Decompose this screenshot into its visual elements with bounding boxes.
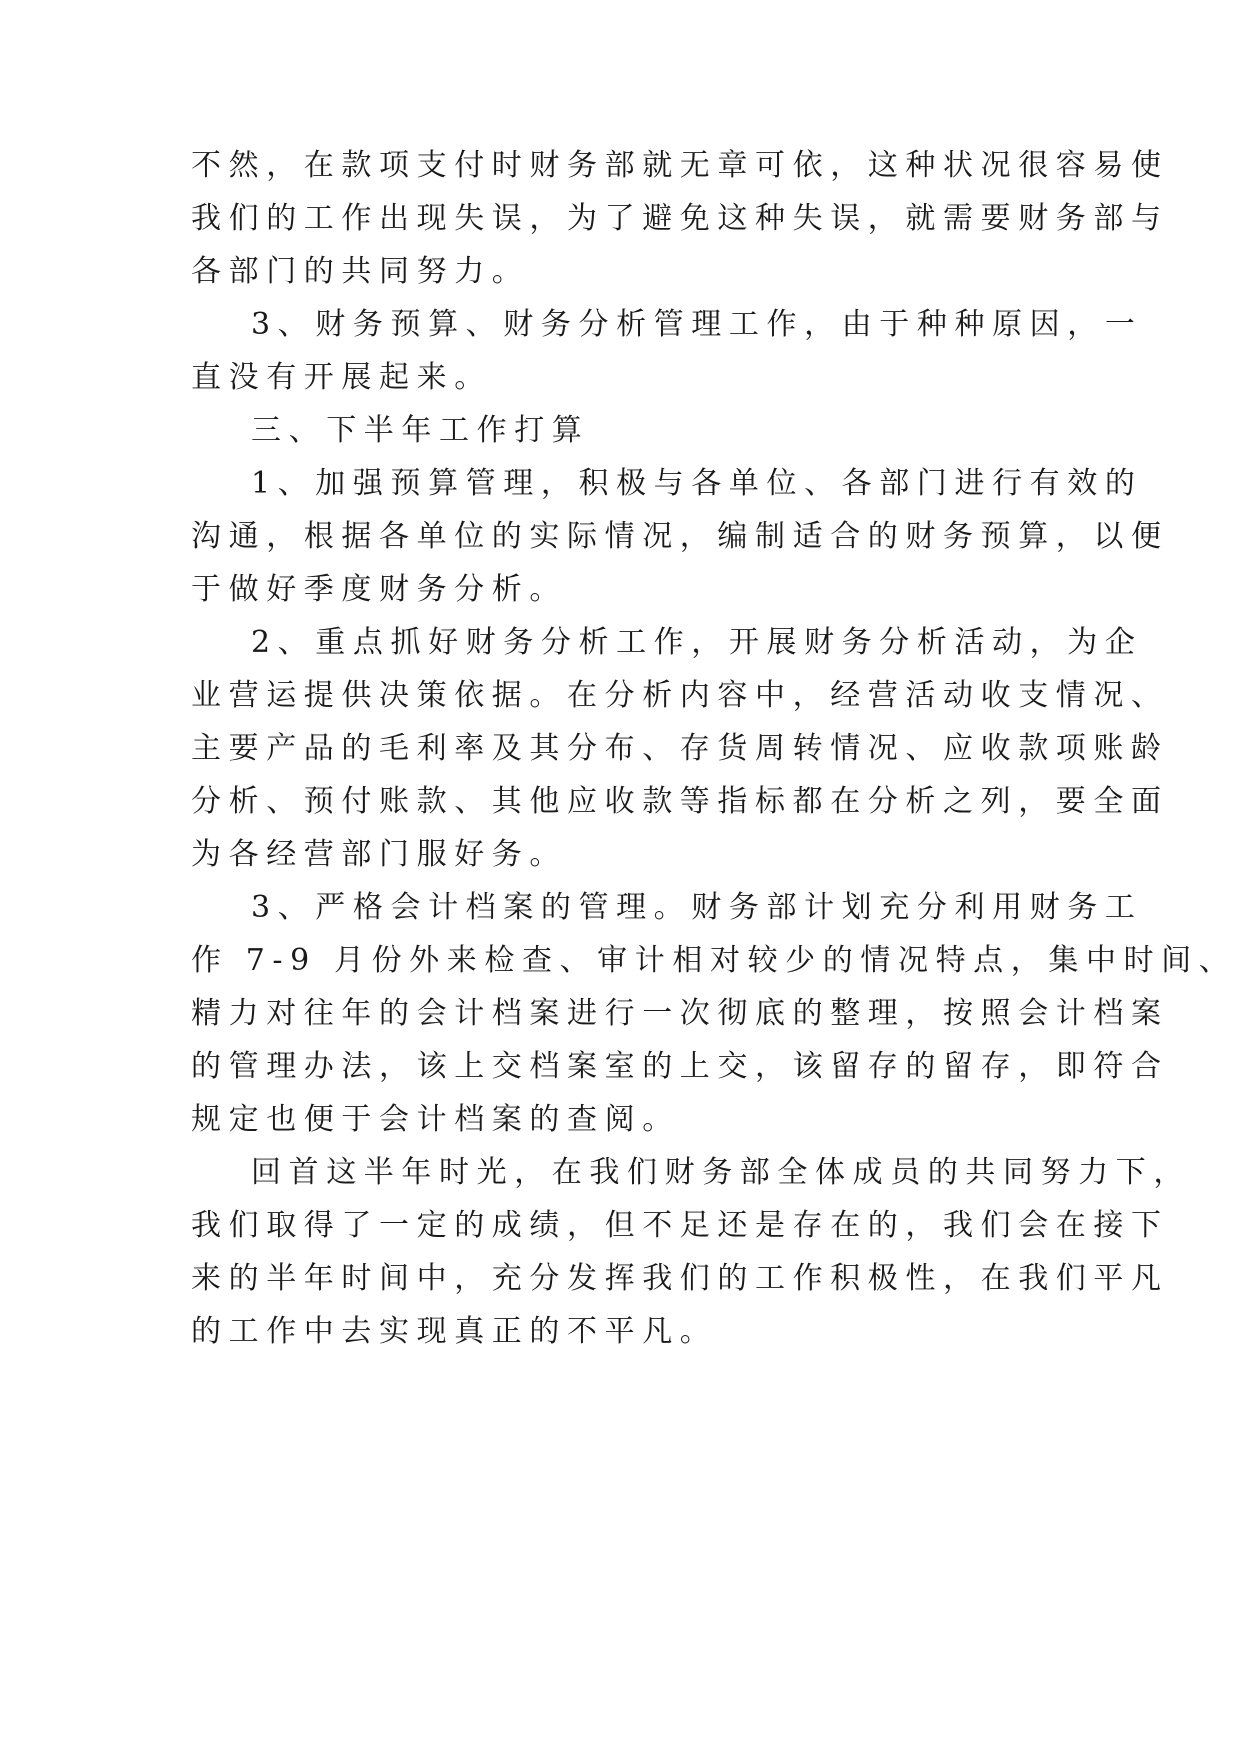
text-line: 2、重点抓好财务分析工作，开展财务分析活动，为企 bbox=[251, 625, 1143, 660]
text-line: 主要产品的毛利率及其分布、存货周转情况、应收款项账龄 bbox=[191, 731, 1169, 766]
text-line: 来的半年时间中，充分发挥我们的工作积极性，在我们平凡 bbox=[191, 1261, 1169, 1296]
text-line: 规定也便于会计档案的查阅。 bbox=[191, 1102, 680, 1137]
text-line: 沟通，根据各单位的实际情况，编制适合的财务预算，以便 bbox=[191, 519, 1169, 554]
text-line: 作 7-9 月份外来检查、审计相对较少的情况特点，集中时间、 bbox=[191, 943, 1237, 978]
text-line: 的管理办法，该上交档案室的上交，该留存的留存，即符合 bbox=[191, 1049, 1169, 1084]
text-line: 于做好季度财务分析。 bbox=[191, 572, 567, 607]
text-line: 分析、预付账款、其他应收款等指标都在分析之列，要全面 bbox=[191, 784, 1169, 819]
text-line: 为各经营部门服好务。 bbox=[191, 837, 567, 872]
text-line: 各部门的共同努力。 bbox=[191, 254, 530, 289]
text-line: 的工作中去实现真正的不平凡。 bbox=[191, 1314, 718, 1349]
text-line: 3、严格会计档案的管理。财务部计划充分利用财务工 bbox=[251, 890, 1143, 925]
text-line: 业营运提供决策依据。在分析内容中，经营活动收支情况、 bbox=[191, 678, 1169, 713]
text-line: 直没有开展起来。 bbox=[191, 360, 492, 395]
text-line: 我们的工作出现失误，为了避免这种失误，就需要财务部与 bbox=[191, 201, 1169, 236]
text-line: 精力对往年的会计档案进行一次彻底的整理，按照会计档案 bbox=[191, 996, 1169, 1031]
text-line: 我们取得了一定的成绩，但不足还是存在的，我们会在接下 bbox=[191, 1208, 1169, 1243]
text-line: 3、财务预算、财务分析管理工作，由于种种原因，一 bbox=[251, 307, 1143, 342]
text-line: 回首这半年时光，在我们财务部全体成员的共同努力下， bbox=[251, 1155, 1191, 1190]
text-line: 不然，在款项支付时财务部就无章可依，这种状况很容易使 bbox=[191, 148, 1169, 183]
text-line: 1、加强预算管理，积极与各单位、各部门进行有效的 bbox=[251, 466, 1143, 501]
section-heading: 三、下半年工作打算 bbox=[251, 413, 590, 448]
